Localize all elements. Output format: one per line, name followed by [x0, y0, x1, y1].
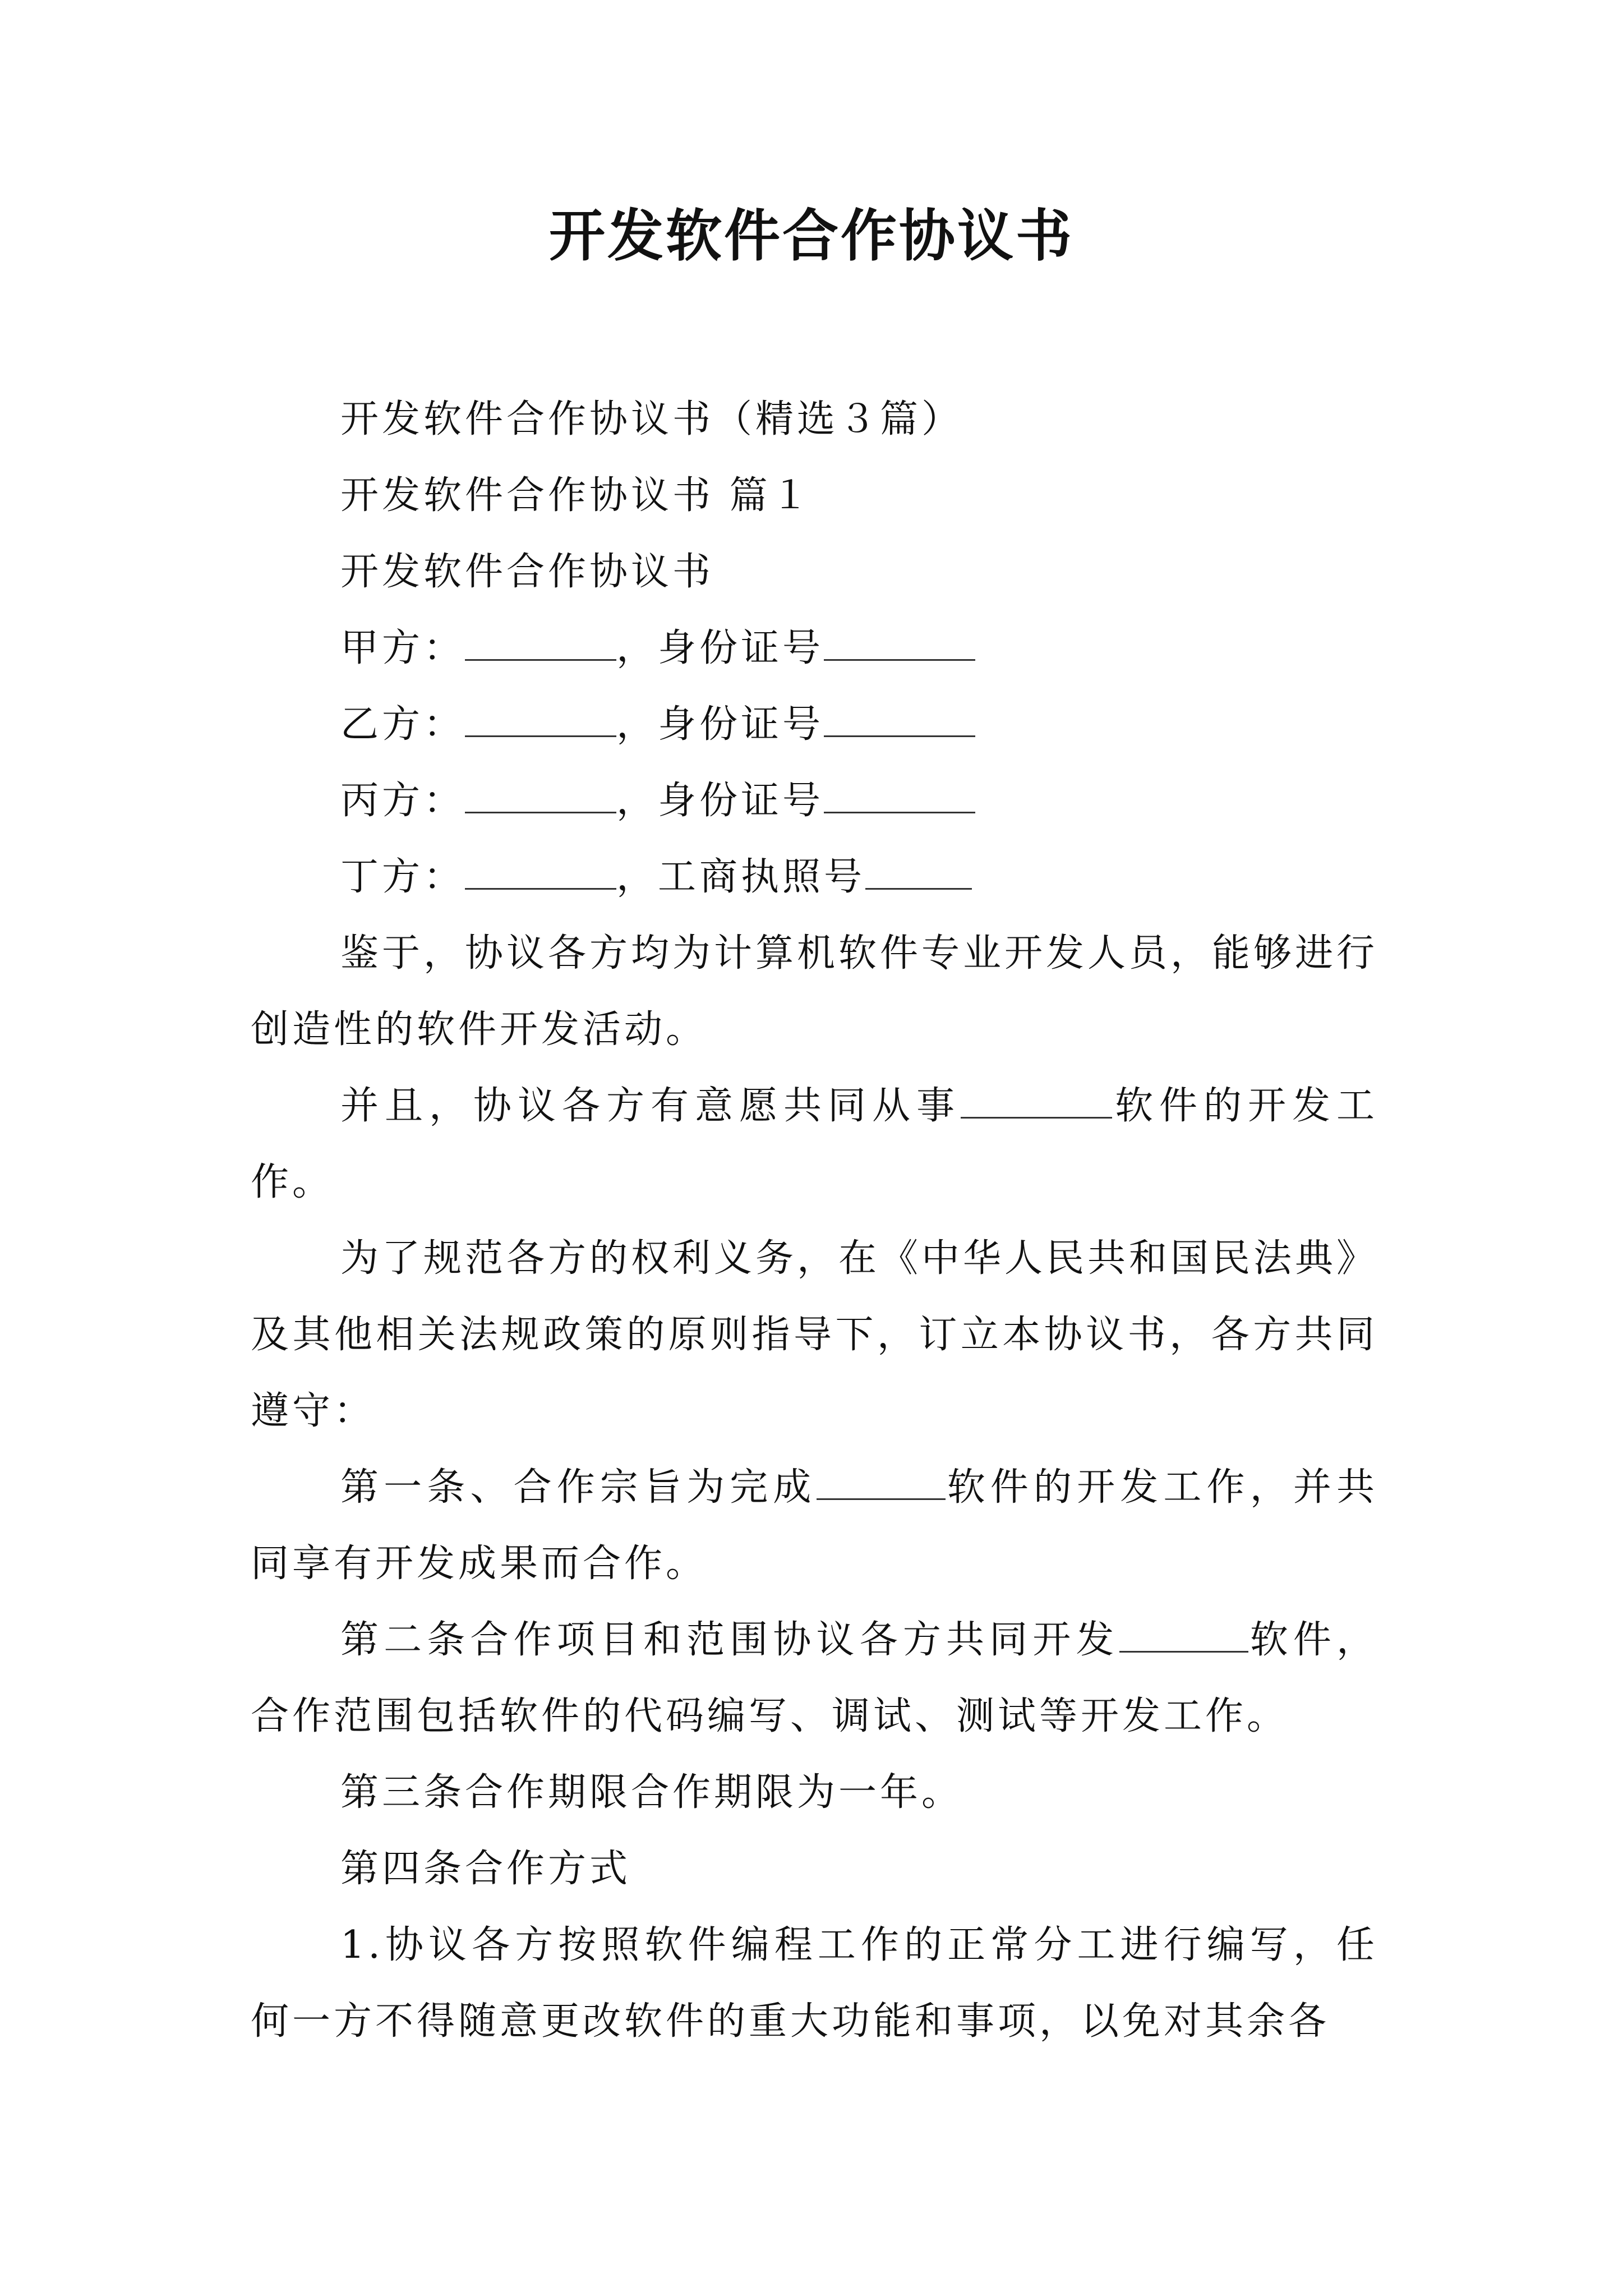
article-2-text-b: 软件，合作范围包括软件的代码编写、调试、测试等开发工作。: [251, 1618, 1378, 1738]
party-b-id-label: ，身份证号: [616, 702, 824, 747]
party-d-license-blank: [865, 854, 972, 890]
purpose-paragraph: 为了规范各方的权利义务，在《中华人民共和国民法典》及其他相关法规政策的原则指导下，订立本协议书，各方共同遵守：: [251, 1236, 1378, 1433]
article-1-text-a: 第一条、合作宗旨为完成: [340, 1465, 817, 1510]
article-4-heading: 第四条合作方式: [340, 1847, 631, 1891]
article-2-paragraph: [251, 1602, 1378, 1755]
party-c-label: 丙方：: [340, 779, 465, 823]
article-1-paragraph: [251, 1450, 1378, 1602]
intent-software-blank: [961, 1083, 1112, 1119]
heading-line: 开发软件合作协议书: [340, 550, 714, 594]
intent-text-b: 软件的开发工作。: [251, 1084, 1378, 1204]
party-c-id-blank: [824, 778, 975, 813]
party-d-label: 丁方：: [340, 855, 465, 899]
document-title: 开发软件合作协议书: [549, 203, 1074, 269]
whereas-paragraph: 鉴于，协议各方均为计算机软件专业开发人员，能够进行创造性的软件开发活动。: [251, 931, 1378, 1052]
article-1-blank: [817, 1465, 946, 1500]
party-a-id-label: ，身份证号: [616, 626, 824, 670]
party-a-id-blank: [824, 625, 975, 661]
party-c-id-label: ，身份证号: [616, 779, 824, 823]
article-3-paragraph: 第三条合作期限合作期限为一年。: [340, 1770, 963, 1815]
party-a-label: 甲方：: [340, 626, 465, 670]
party-a-line: [251, 610, 1378, 687]
party-b-id-blank: [824, 702, 975, 737]
party-d-license-label: ，工商执照号: [616, 855, 866, 899]
party-b-name-blank: [465, 702, 616, 737]
chapter-line: 开发软件合作协议书 篇１: [340, 473, 813, 518]
party-b-label: 乙方：: [340, 702, 465, 747]
subtitle-line: 开发软件合作协议书（精选３篇）: [340, 397, 963, 441]
party-a-name-blank: [465, 625, 616, 661]
article-4-item-1: 1.协议各方按照软件编程工作的正常分工进行编写，任何一方不得随意更改软件的重大功能和事项，以免对其余各: [251, 1923, 1378, 2044]
article-2-text-a: 第二条合作项目和范围协议各方共同开发: [340, 1618, 1119, 1662]
intent-paragraph: [251, 1068, 1378, 1221]
intent-text-a: 并且，协议各方有意愿共同从事: [340, 1084, 961, 1128]
party-c-line: [251, 763, 1378, 839]
article-1-text-b: 软件的开发工作，并共同享有开发成果而合作。: [251, 1465, 1378, 1586]
party-d-line: [251, 839, 1378, 915]
party-c-name-blank: [465, 778, 616, 813]
article-2-blank: [1119, 1617, 1248, 1653]
party-b-line: [251, 687, 1378, 763]
document-body: [251, 381, 1378, 2060]
party-d-name-blank: [465, 854, 616, 890]
